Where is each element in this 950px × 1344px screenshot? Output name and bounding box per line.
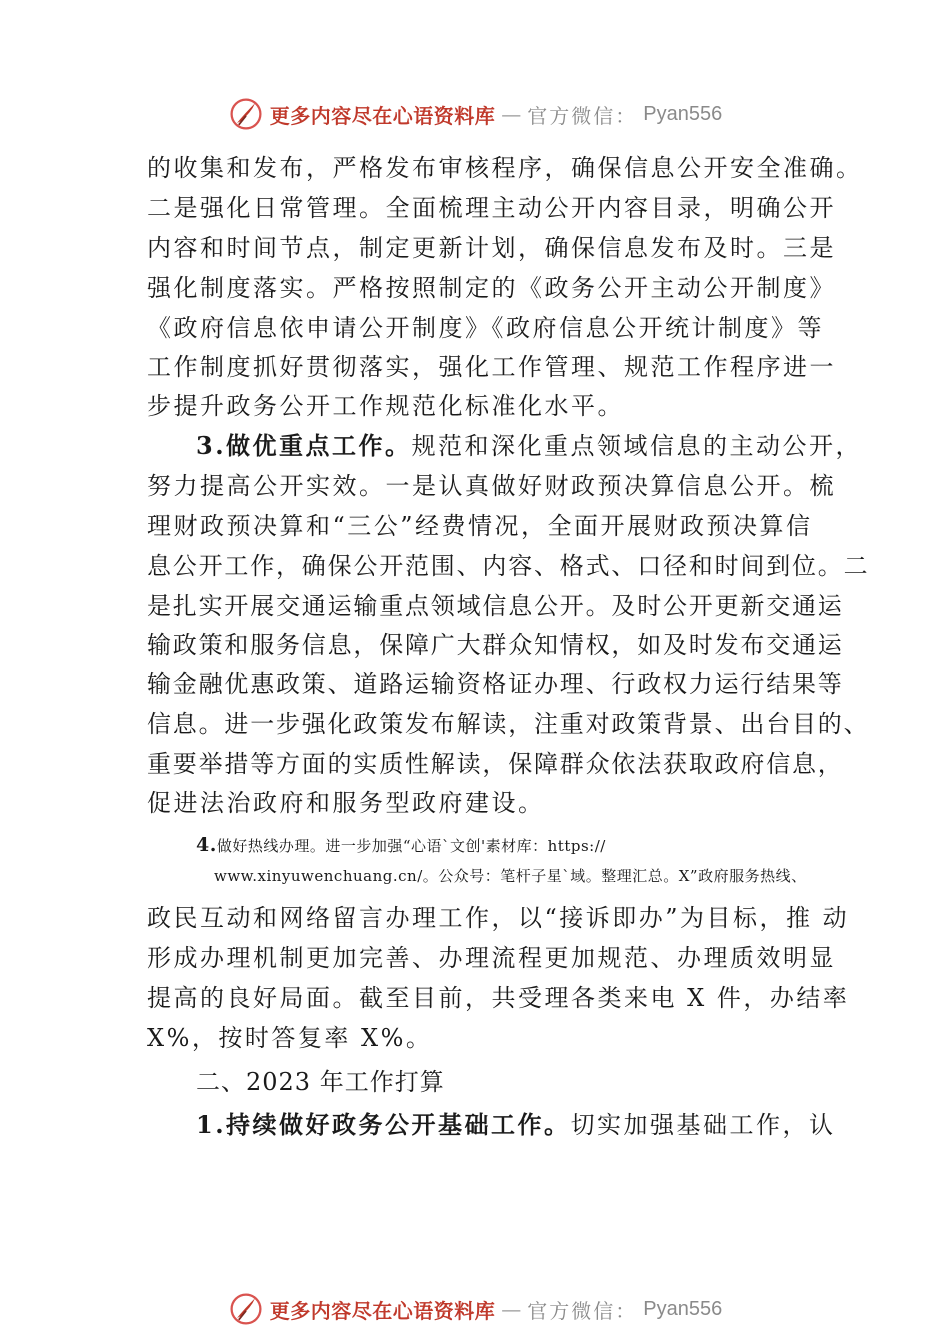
- watermark-banner-bottom: [0, 1289, 950, 1329]
- body-line-small: www.xinyuwenchuang.cn/。公众号：笔杆子星`域。整理汇总。X”政府服务热线、: [214, 867, 807, 885]
- watermark-separator: —: [501, 102, 522, 126]
- watermark-wechat-label: 官方微信：: [527, 103, 638, 128]
- section-2-item-heading: 1.持续做好政务公开基础工作。: [196, 1110, 571, 1139]
- watermark-site-text: 更多内容尽在心语资料库: [269, 1298, 496, 1323]
- body-line: 重要举措等方面的实质性解读，保障群众依法获取政府信息，: [147, 750, 844, 778]
- paragraph-4-text: 做好热线办理。进一步加强“心语`文创'素材库：https://: [216, 837, 606, 855]
- paragraph-4-first-line: [196, 833, 606, 858]
- watermark-wechat-id: Pyan556: [643, 102, 723, 125]
- section-2-item-text: 切实加强基础工作，认: [570, 1111, 836, 1139]
- body-line: 努力提高公开实效。一是认真做好财政预决算信息公开。梳: [147, 472, 836, 500]
- body-line: 步提升政务公开工作规范化标准化水平。: [147, 392, 624, 420]
- body-line: 是扎实开展交通运输重点领域信息公开。及时公开更新交通运: [147, 592, 844, 620]
- body-line: 内容和时间节点，制定更新计划，确保信息发布及时。三是: [147, 234, 836, 262]
- body-line: 形成办理机制更加完善、办理流程更加规范、办理质效明显: [147, 944, 836, 972]
- body-line: 理财政预决算和“三公”经费情况，全面开展财政预决算信: [147, 512, 813, 540]
- quill-logo-icon: [228, 96, 264, 132]
- quill-logo-icon: [228, 1291, 264, 1327]
- watermark-wechat-label: 官方微信：: [527, 1298, 638, 1323]
- body-line: X%，按时答复率 X%。: [147, 1024, 433, 1052]
- body-line: 促进法治政府和服务型政府建设。: [147, 789, 545, 817]
- watermark-banner-top: [0, 94, 950, 134]
- body-line: 《政府信息依申请公开制度》《政府信息公开统计制度》等: [147, 314, 824, 342]
- body-line: 输政策和服务信息，保障广大群众知情权，如及时发布交通运: [147, 631, 844, 659]
- paragraph-4-number: 4.: [196, 834, 217, 856]
- body-line: 工作制度抓好贯彻落实，强化工作管理、规范工作程序进一: [147, 353, 836, 381]
- body-line: 提高的良好局面。截至目前，共受理各类来电 X 件，办结率: [147, 984, 850, 1012]
- body-line: 政民互动和网络留言办理工作，以“接诉即办”为目标，推 动: [147, 904, 850, 932]
- paragraph-3-heading: 3.做优重点工作。: [196, 431, 412, 460]
- section-heading: 二、2023 年工作打算: [196, 1068, 445, 1096]
- paragraph-3-first-line: [196, 426, 876, 466]
- body-line: 强化制度落实。严格按照制定的《政务公开主动公开制度》: [147, 274, 836, 302]
- watermark-site-text: 更多内容尽在心语资料库: [269, 103, 496, 128]
- body-line: 息公开工作，确保公开范围、内容、格式、口径和时间到位。二: [147, 552, 870, 580]
- section-2-first-line: [196, 1105, 876, 1145]
- body-line: 二是强化日常管理。全面梳理主动公开内容目录，明确公开: [147, 194, 836, 222]
- paragraph-3-text: 规范和深化重点领域信息的主动公开，: [411, 432, 863, 460]
- watermark-separator: —: [501, 1297, 522, 1321]
- body-line: 的收集和发布，严格发布审核程序，确保信息公开安全准确。: [147, 154, 863, 182]
- body-line: 输金融优惠政策、道路运输资格证办理、行政权力运行结果等: [147, 670, 844, 698]
- body-line: 信息。进一步强化政策发布解读，注重对政策背景、出台目的、: [147, 710, 870, 738]
- watermark-wechat-id: Pyan556: [643, 1297, 723, 1320]
